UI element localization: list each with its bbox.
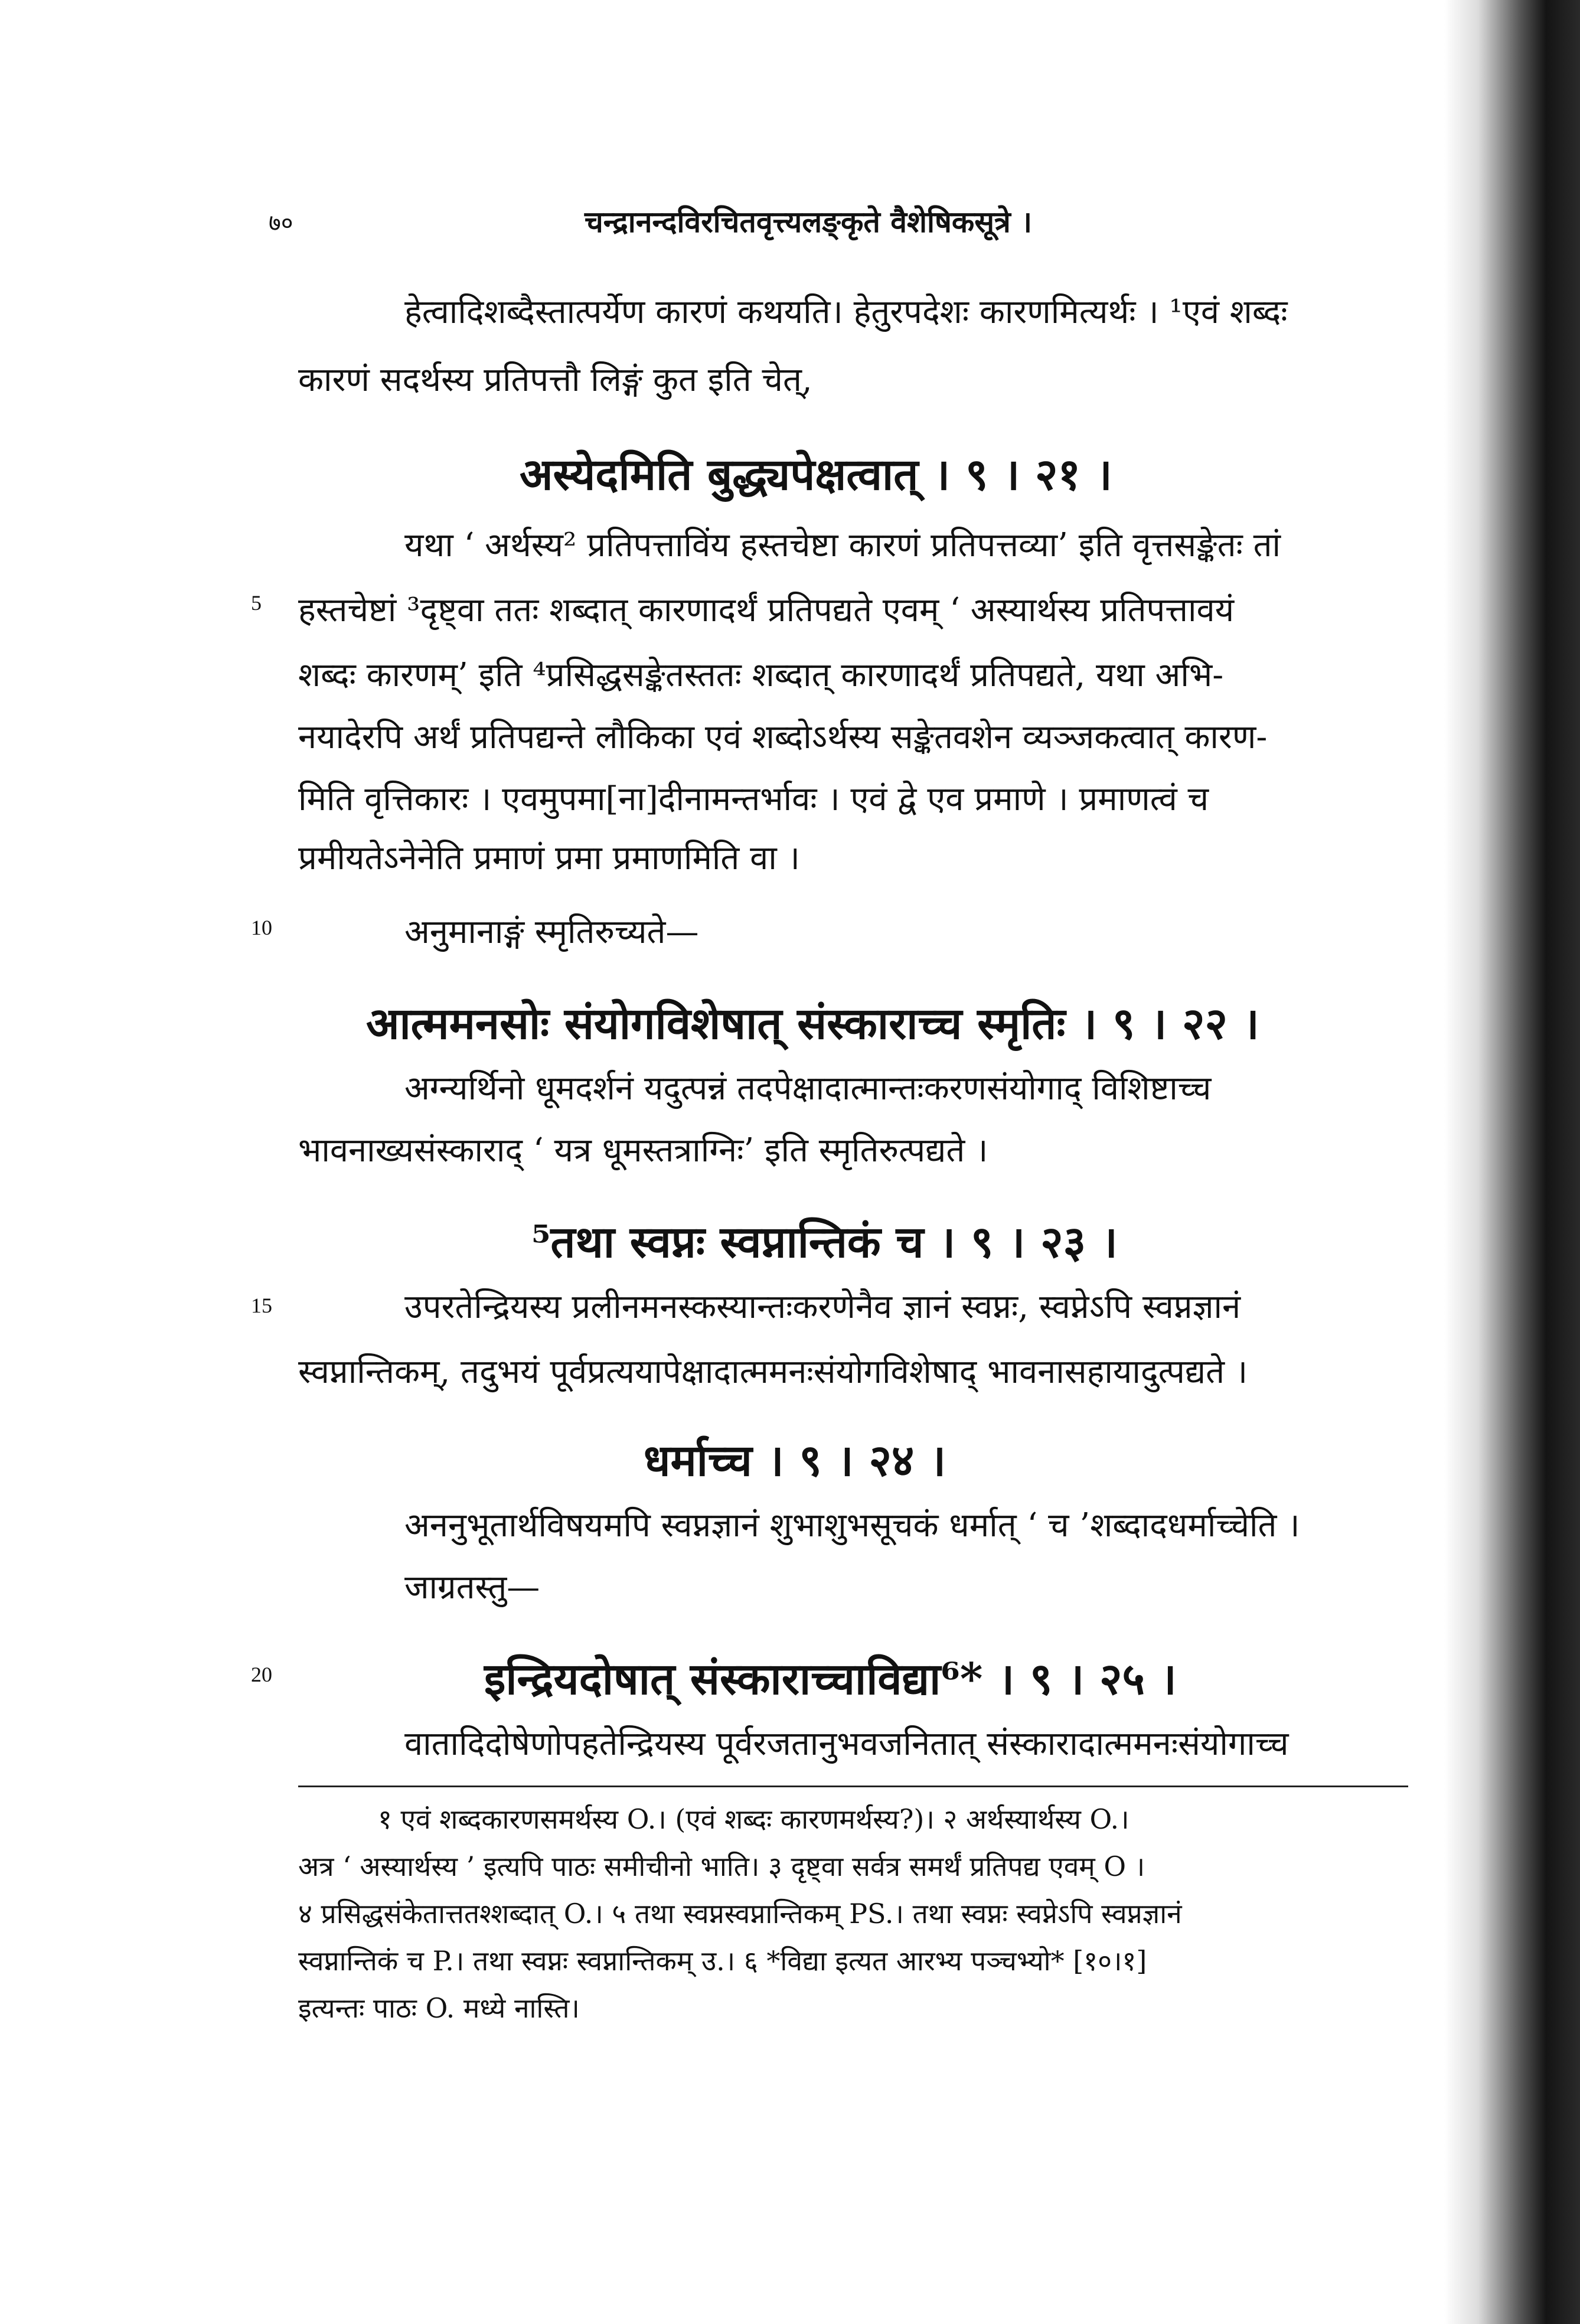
footnote-divider	[298, 1786, 1408, 1787]
sutra-heading: ⁵तथा स्वप्नः स्वप्नान्तिकं च । ९ । २३ ।	[531, 1217, 1118, 1268]
commentary-line: हेत्वादिशब्दैस्तात्पर्येण कारणं कथयति। हेतुरपदेशः कारणमित्यर्थः । ¹एवं शब्दः	[404, 293, 1288, 331]
commentary-line: जाग्रतस्तु—	[404, 1568, 540, 1607]
running-title: चन्द्रानन्दविरचितवृत्त्यलङ्कृते वैशेषिकसूत्रे ।	[585, 204, 1033, 239]
commentary-line: मिति वृत्तिकारः । एवमुपमा[ना]दीनामन्तर्भावः । एवं द्वे एव प्रमाणे । प्रमाणत्वं च	[298, 780, 1209, 818]
line-number: 20	[251, 1663, 272, 1686]
commentary-line: अग्न्यर्थिनो धूमदर्शनं यदुत्पन्नं तदपेक्षादात्मान्तःकरणसंयोगाद् विशिष्टाच्च	[404, 1069, 1212, 1108]
commentary-line: प्रमीयतेऽनेनेति प्रमाणं प्रमा प्रमाणमिति वा ।	[298, 839, 800, 877]
sutra-heading: अस्येदमिति बुद्ध्यपेक्षत्वात् । ९ । २१ ।	[520, 449, 1112, 500]
commentary-line: अनुमानाङ्गं स्मृतिरुच्यते—	[404, 913, 699, 951]
commentary-line: वातादिदोषेणोपहतेन्द्रियस्य पूर्वरजतानुभवजनितात् संस्कारादात्ममनःसंयोगाच्च	[404, 1725, 1289, 1763]
sutra-heading: इन्द्रियदोषात् संस्काराच्चाविद्या⁶* । ९ । २५ ।	[484, 1654, 1177, 1705]
line-number: 5	[251, 591, 262, 615]
sutra-heading: आत्ममनसोः संयोगविशेषात् संस्काराच्च स्मृतिः । ९ । २२ ।	[366, 998, 1259, 1049]
commentary-line: स्वप्नान्तिकम्, तदुभयं पूर्वप्रत्ययापेक्षादात्ममनःसंयोगविशेषाद् भावनासहायादुत्पद्यते ।	[298, 1353, 1248, 1391]
commentary-line: अननुभूतार्थविषयमपि स्वप्नज्ञानं शुभाशुभसूचकं धर्मात् ‘ च ’शब्दादधर्माच्चेति ।	[404, 1506, 1300, 1545]
commentary-line: उपरतेन्द्रियस्य प्रलीनमनस्कस्यान्तःकरणेनैव ज्ञानं स्वप्नः, स्वप्नेऽपि स्वप्नज्ञानं	[404, 1288, 1241, 1326]
footnote-line: अत्र ‘ अस्यार्थस्य ’ इत्यपि पाठः समीचीनो भाति। ३ दृष्ट्वा सर्वत्र समर्थं प्रतिपद्य एवम् O ।	[298, 1850, 1145, 1882]
sutra-heading: धर्माच्च । ९ । २४ ।	[644, 1435, 946, 1486]
commentary-line: भावनाख्यसंस्काराद् ‘ यत्र धूमस्तत्राग्निः’ इति स्मृतिरुत्पद्यते ।	[298, 1131, 988, 1170]
line-number: 10	[251, 916, 272, 939]
commentary-line: हस्तचेष्टां ³दृष्ट्वा ततः शब्दात् कारणादर्थं प्रतिपद्यते एवम् ‘ अस्यार्थस्य प्रतिपत्तावयं	[298, 591, 1235, 629]
footnote-line: ४ प्रसिद्धसंकेतात्ततश्शब्दात् O.। ५ तथा स्वप्नस्वप्नान्तिकम् PS.। तथा स्वप्नः स्वप्नेऽपि स्वप्नज्ञानं	[298, 1898, 1182, 1930]
footnote-line: इत्यन्तः पाठः O. मध्ये नास्ति।	[298, 1992, 580, 2024]
footnote-line: स्वप्नान्तिकं च P.। तथा स्वप्नः स्वप्नान्तिकम् उ.। ६ *विद्या इत्यत आरभ्य पञ्चभ्यो* [१०।१]	[298, 1945, 1147, 1977]
commentary-line: नयादेरपि अर्थं प्रतिपद्यन्ते लौकिका एवं शब्दोऽर्थस्य सङ्केतवशेन व्यञ्जकत्वात् कारण-	[298, 718, 1268, 756]
commentary-line: यथा ‘ अर्थस्य² प्रतिपत्ताविंय हस्तचेष्टा कारणं प्रतिपत्तव्या’ इति वृत्तसङ्केतः तां	[404, 526, 1281, 564]
line-number: 15	[251, 1294, 272, 1317]
commentary-line: शब्दः कारणम्’ इति ⁴प्रसिद्धसङ्केतस्ततः शब्दात् कारणादर्थं प्रतिपद्यते, यथा अभि-	[298, 656, 1224, 694]
page-number: ७०	[269, 210, 293, 237]
footnote-line: १ एवं शब्दकारणसमर्थस्य O.। (एवं शब्दः कारणमर्थस्य?)। २ अर्थस्यार्थस्य O.।	[378, 1803, 1129, 1835]
commentary-line: कारणं सदर्थस्य प्रतिपत्तौ लिङ्गं कुत इति चेत्,	[298, 361, 812, 399]
